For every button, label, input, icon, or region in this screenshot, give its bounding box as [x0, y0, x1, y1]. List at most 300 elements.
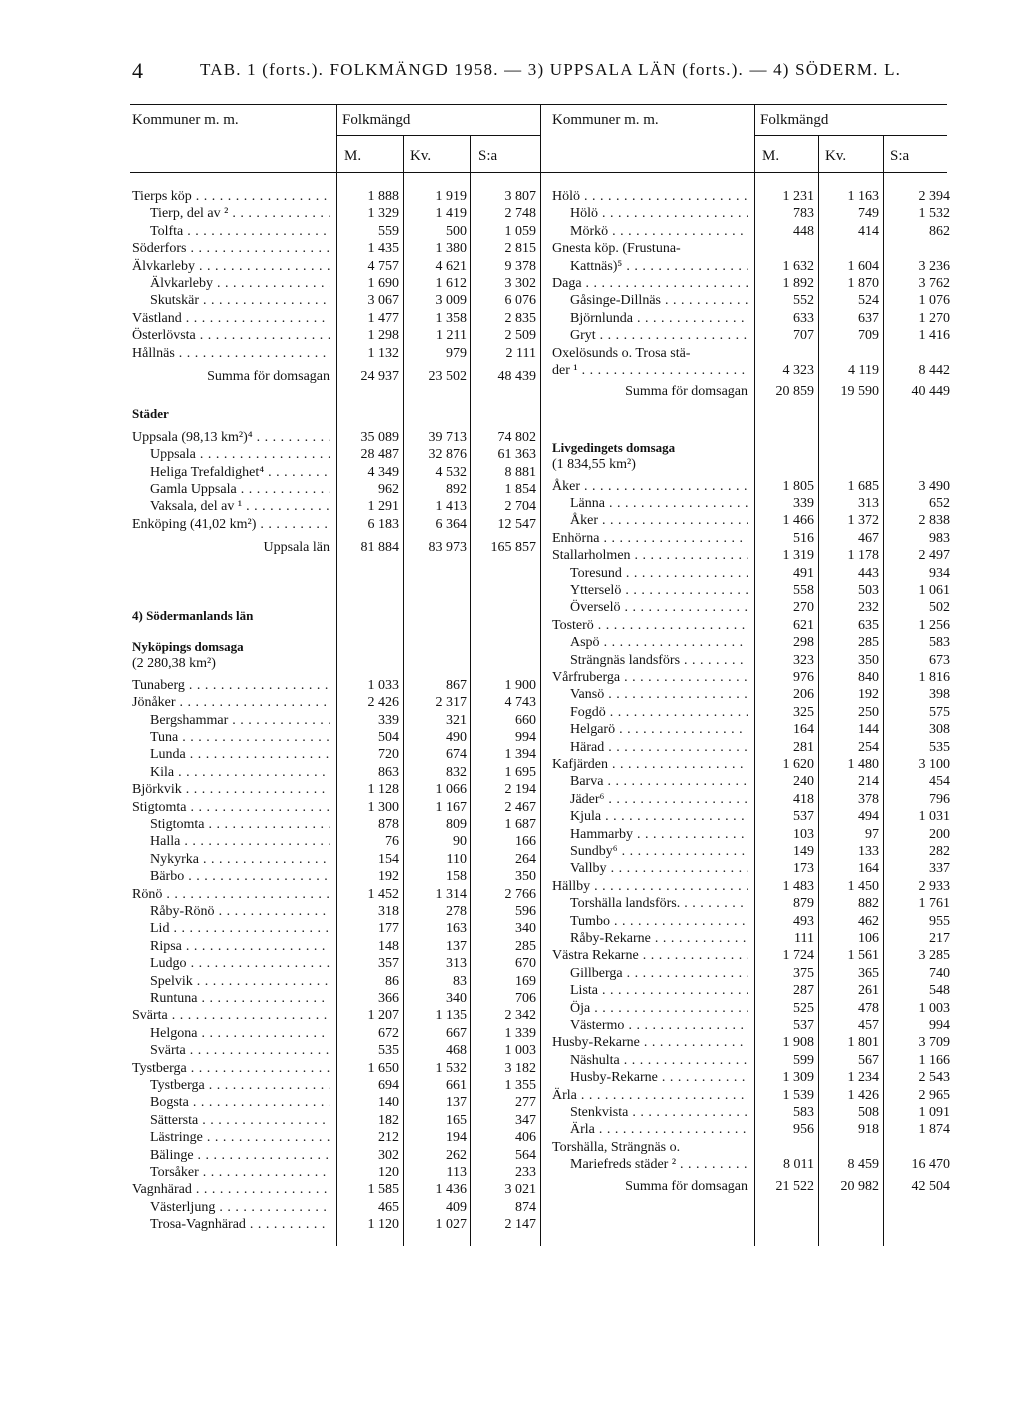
cell-m: 1 539 [782, 1087, 814, 1103]
cell-kv: 809 [446, 817, 467, 832]
cell-sa: 1 003 [918, 1000, 950, 1016]
cell-sa: 502 [929, 600, 950, 616]
row-label: Vagnhärad . . . [132, 1181, 330, 1199]
cell-m: 76 [385, 834, 399, 850]
cell-m: 21 522 [775, 1178, 814, 1194]
table-row [552, 362, 954, 380]
table-row [132, 729, 540, 747]
cell-m: 956 [793, 1122, 814, 1138]
row-label: Söderfors . . . [132, 240, 330, 258]
cell-sa: 165 857 [490, 540, 536, 556]
table-row [552, 478, 954, 496]
row-label: Svärta . . . [132, 1007, 330, 1025]
table-row [552, 292, 954, 310]
cell-sa: 1 061 [918, 583, 950, 598]
cell-kv: 4 621 [435, 258, 467, 274]
cell-kv: 254 [858, 739, 879, 755]
row-label: (2 280,38 km²) [132, 656, 216, 672]
cell-kv: 667 [446, 1025, 467, 1041]
cell-kv: 250 [858, 704, 879, 720]
cell-sa: 1 003 [504, 1043, 536, 1059]
cell-sa: 1 416 [918, 328, 950, 344]
cell-kv: 1 801 [847, 1035, 879, 1051]
cell-sa: 934 [929, 565, 950, 581]
cell-sa: 2 497 [918, 548, 950, 564]
cell-kv: 467 [858, 530, 879, 546]
cell-sa: 1 874 [918, 1122, 950, 1138]
cell-kv: 106 [858, 931, 879, 946]
cell-sa: 2 815 [504, 241, 536, 257]
table-row [552, 791, 954, 809]
cell-m: 720 [378, 747, 399, 763]
cell-kv: 20 982 [840, 1178, 879, 1194]
cell-sa: 16 470 [911, 1157, 950, 1173]
cell-sa: 1 059 [504, 223, 536, 239]
row-label: Ytterselö . . . [570, 582, 748, 600]
row-label: Hölö . . . [570, 205, 748, 223]
row-label: Österlövsta . . . [132, 327, 330, 345]
cell-m: 516 [793, 530, 814, 546]
cell-m: 558 [793, 583, 814, 598]
cell-sa: 1 695 [504, 764, 536, 780]
table-row [552, 1052, 954, 1070]
row-label: Rönö . . . [132, 886, 330, 904]
cell-m: 1 690 [367, 276, 399, 291]
row-label: Åker . . . [570, 512, 748, 530]
cell-sa: 40 449 [911, 384, 950, 400]
row-label: Råby-Rönö . . . [150, 903, 330, 921]
row-label: Daga . . . [552, 275, 748, 293]
row-label: Kjula . . . [570, 808, 748, 826]
cell-sa: 673 [929, 652, 950, 668]
cell-sa: 6 076 [504, 293, 536, 309]
table-row [132, 1060, 540, 1078]
cell-m: 583 [793, 1105, 814, 1120]
table-row [552, 965, 954, 983]
cell-sa: 955 [929, 913, 950, 929]
row-label: Vaksala, del av ¹ . . . [150, 498, 330, 516]
cell-m: 287 [793, 983, 814, 999]
table-row [552, 310, 954, 328]
cell-m: 318 [378, 904, 399, 919]
cell-m: 1 585 [367, 1182, 399, 1198]
cell-m: 694 [378, 1078, 399, 1093]
header-kommuner-right: Kommuner m. m. [552, 112, 659, 128]
row-label: der ¹ . . . [552, 362, 748, 380]
cell-sa: 2 933 [918, 878, 950, 894]
row-label: Jönåker . . . [132, 694, 330, 712]
cell-m: 491 [793, 565, 814, 581]
cell-kv: 840 [858, 670, 879, 685]
cell-sa: 2 543 [918, 1070, 950, 1086]
row-label: Torsåker . . . [150, 1164, 330, 1182]
cell-kv: 19 590 [840, 384, 879, 400]
row-label: Lid . . . [150, 920, 330, 938]
cell-sa: 74 802 [497, 429, 536, 445]
cell-m: 1 300 [367, 799, 399, 815]
table-row [132, 1094, 540, 1112]
row-label: Kila . . . [150, 764, 330, 782]
cell-sa: 706 [515, 991, 536, 1006]
row-label: Hällby . . . [552, 878, 748, 896]
cell-sa: 1 270 [918, 310, 950, 326]
header-folkmangd-left: Folkmängd [342, 112, 411, 128]
page-number: 4 [132, 58, 143, 83]
row-label: Lunda . . . [150, 746, 330, 764]
cell-kv: 23 502 [428, 369, 467, 384]
row-label: Fogdö . . . [570, 704, 748, 722]
header-sa-left: S:a [478, 148, 498, 164]
cell-kv: 133 [858, 844, 879, 859]
cell-m: 418 [793, 791, 814, 807]
cell-m: 6 183 [367, 516, 399, 532]
cell-sa: 994 [929, 1018, 950, 1033]
cell-m: 878 [378, 817, 399, 832]
row-label: Aspö . . . [570, 634, 748, 652]
cell-kv: 278 [446, 904, 467, 919]
cell-sa: 200 [929, 826, 950, 842]
row-label: Spelvik . . . [150, 973, 330, 991]
cell-kv: 163 [446, 921, 467, 937]
row-label: Enköping (41,02 km²) . . . [132, 516, 330, 534]
row-label: Kattnäs)⁵ . . . [570, 258, 748, 276]
table-row [132, 677, 540, 695]
cell-m: 270 [793, 600, 814, 616]
table-row [552, 895, 954, 913]
row-label: Halla . . . [150, 833, 330, 851]
cell-kv: 165 [446, 1112, 467, 1128]
row-label: Gillberga . . . [570, 965, 748, 983]
table-row [132, 694, 540, 712]
row-label: Nykyrka . . . [150, 851, 330, 869]
cell-m: 8 011 [783, 1157, 814, 1173]
row-label: Torshälla, Strängnäs o. [552, 1139, 681, 1155]
cell-kv: 1 066 [435, 782, 467, 798]
cell-kv: 194 [446, 1130, 467, 1146]
cell-kv: 6 364 [435, 516, 467, 532]
row-label: Gåsinge-Dillnäs . . . [570, 292, 748, 310]
cell-sa: 3 762 [918, 276, 950, 291]
cell-sa: 564 [515, 1147, 536, 1163]
cell-m: 192 [378, 869, 399, 885]
table-row [132, 429, 540, 447]
cell-kv: 1 234 [847, 1070, 879, 1086]
cell-m: 599 [793, 1052, 814, 1068]
cell-sa: 2 965 [918, 1087, 950, 1103]
table-row [132, 464, 540, 482]
table-row [132, 938, 540, 956]
cell-m: 448 [793, 223, 814, 239]
cell-sa: 1 166 [918, 1052, 950, 1068]
cell-m: 24 937 [360, 369, 399, 384]
table-row [552, 439, 954, 457]
table-row [552, 1178, 954, 1196]
cell-kv: 414 [858, 223, 879, 239]
cell-sa: 660 [515, 712, 536, 728]
cell-sa: 575 [929, 704, 950, 720]
cell-kv: 1 532 [435, 1060, 467, 1076]
table-row [132, 368, 540, 386]
cell-m: 1 650 [367, 1060, 399, 1076]
table-row [552, 913, 954, 931]
row-label: Tumbo . . . [570, 913, 748, 931]
table-row [132, 851, 540, 869]
header-kommuner-left: Kommuner m. m. [132, 112, 239, 128]
table-row [132, 1199, 540, 1217]
cell-kv: 32 876 [428, 447, 467, 463]
cell-m: 86 [385, 973, 399, 989]
cell-kv: 262 [446, 1147, 467, 1163]
table-row [132, 990, 540, 1008]
cell-kv: 39 713 [428, 429, 467, 445]
table-row [552, 1069, 954, 1087]
cell-kv: 158 [446, 869, 467, 885]
header-sa-right: S:a [890, 148, 910, 164]
cell-sa: 169 [515, 973, 536, 989]
cell-sa: 740 [929, 965, 950, 981]
row-label: Husby-Rekarne . . . [552, 1034, 748, 1052]
cell-kv: 867 [446, 677, 467, 693]
cell-kv: 1 419 [435, 206, 467, 222]
row-label: Strängnäs landsförs . . . [570, 652, 748, 670]
cell-kv: 1 480 [847, 757, 879, 772]
cell-m: 298 [793, 635, 814, 651]
table-row [552, 240, 954, 258]
cell-sa: 2 194 [504, 782, 536, 798]
row-label: Kafjärden . . . [552, 756, 748, 774]
cell-kv: 882 [858, 896, 879, 912]
table-row [552, 1139, 954, 1157]
cell-m: 672 [378, 1025, 399, 1041]
cell-m: 1 132 [367, 345, 399, 361]
row-label: Lästringe . . . [150, 1129, 330, 1147]
cell-sa: 1 076 [918, 293, 950, 309]
table-row [552, 258, 954, 276]
cell-m: 1 033 [367, 677, 399, 693]
row-label: Mörkö . . . [570, 223, 748, 241]
cell-kv: 637 [858, 310, 879, 326]
table-row [132, 539, 540, 557]
cell-kv: 313 [858, 496, 879, 511]
cell-sa: 596 [515, 904, 536, 919]
cell-kv: 1 426 [847, 1087, 879, 1103]
row-label: Öja . . . [570, 1000, 748, 1018]
cell-m: 621 [793, 617, 814, 633]
cell-sa: 340 [515, 921, 536, 937]
table-row [552, 860, 954, 878]
cell-sa: 347 [515, 1112, 536, 1128]
table-row [552, 223, 954, 241]
table-row [132, 903, 540, 921]
cell-sa: 2 704 [504, 499, 536, 515]
table-row [132, 920, 540, 938]
row-label: Stigtomta . . . [132, 799, 330, 817]
table-row [552, 756, 954, 774]
cell-kv: 494 [858, 809, 879, 825]
cell-sa: 670 [515, 956, 536, 972]
row-label: Överselö . . . [570, 599, 748, 617]
cell-m: 140 [378, 1095, 399, 1111]
cell-kv: 232 [858, 600, 879, 616]
cell-kv: 1 561 [847, 948, 879, 964]
table-row [552, 275, 954, 293]
row-label: Västra Rekarne . . . [552, 947, 748, 965]
table-row [552, 878, 954, 896]
cell-m: 1 892 [782, 276, 814, 291]
cell-sa: 2 838 [918, 513, 950, 529]
cell-m: 103 [793, 826, 814, 842]
row-label: Tuna . . . [150, 729, 330, 747]
row-label: Västland . . . [132, 310, 330, 328]
header-kv-right: Kv. [825, 148, 847, 164]
cell-m: 1 452 [367, 886, 399, 902]
cell-kv: 468 [446, 1043, 467, 1059]
cell-kv: 2 317 [435, 695, 467, 711]
row-label: Ärla . . . [570, 1121, 748, 1139]
cell-sa: 2 509 [504, 328, 536, 344]
row-label: Mariefreds städer ² . . . [570, 1156, 748, 1174]
cell-m: 525 [793, 1000, 814, 1016]
header-bottom-rule [130, 172, 947, 173]
cell-sa: 398 [929, 687, 950, 703]
table-row [132, 405, 540, 423]
cell-kv: 321 [446, 712, 467, 728]
cell-kv: 832 [446, 764, 467, 780]
cell-kv: 164 [858, 861, 879, 877]
row-label: Sundby⁶ . . . [570, 843, 748, 861]
table-row [552, 547, 954, 565]
row-label: Enhörna . . . [552, 530, 748, 548]
cell-m: 1 888 [367, 189, 399, 204]
row-label: Bogsta . . . [150, 1094, 330, 1112]
table-row [132, 1077, 540, 1095]
cell-kv: 409 [446, 1199, 467, 1215]
table-row [132, 712, 540, 730]
row-label: Tierp, del av ² . . . [150, 205, 330, 223]
header-kv-left: Kv. [410, 148, 432, 164]
cell-sa: 285 [515, 938, 536, 954]
cell-m: 206 [793, 687, 814, 703]
row-label: Svärta . . . [150, 1042, 330, 1060]
table-row [552, 345, 954, 363]
cell-m: 35 089 [360, 429, 399, 445]
cell-m: 1 291 [367, 499, 399, 515]
table-row [132, 275, 540, 293]
table-row [132, 516, 540, 534]
row-label: Tunaberg . . . [132, 677, 330, 695]
cell-sa: 2 766 [504, 886, 536, 902]
cell-sa: 3 285 [918, 948, 950, 964]
cell-m: 879 [793, 896, 814, 912]
cell-kv: 261 [858, 983, 879, 999]
row-label: (1 834,55 km²) [552, 457, 636, 473]
cell-sa: 2 394 [918, 189, 950, 204]
cell-sa: 406 [515, 1130, 536, 1146]
table-row [552, 634, 954, 652]
cell-m: 325 [793, 704, 814, 720]
cell-sa: 548 [929, 983, 950, 999]
row-label: Ludgo . . . [150, 955, 330, 973]
cell-sa: 1 687 [504, 817, 536, 832]
row-label: Vårfruberga . . . [552, 669, 748, 687]
cell-m: 182 [378, 1112, 399, 1128]
cell-m: 148 [378, 938, 399, 954]
cell-sa: 983 [929, 530, 950, 546]
table-row [552, 188, 954, 206]
cell-m: 1 231 [782, 189, 814, 204]
row-label: Åker . . . [552, 478, 748, 496]
cell-sa: 3 236 [918, 258, 950, 274]
cell-m: 1 805 [782, 478, 814, 494]
cell-m: 1 435 [367, 241, 399, 257]
table-row [552, 599, 954, 617]
cell-kv: 350 [858, 652, 879, 668]
cell-sa: 12 547 [497, 516, 536, 532]
cell-kv: 709 [858, 328, 879, 344]
cell-m: 212 [378, 1130, 399, 1146]
row-label: 4) Södermanlands län [132, 607, 254, 623]
cell-sa: 308 [929, 722, 950, 738]
row-label: Summa för domsagan [625, 1178, 748, 1194]
cell-m: 173 [793, 861, 814, 877]
cell-kv: 462 [858, 913, 879, 929]
table-row [132, 655, 540, 673]
cell-m: 357 [378, 956, 399, 972]
cell-kv: 285 [858, 635, 879, 651]
cell-sa: 583 [929, 635, 950, 651]
table-row [132, 607, 540, 625]
cell-m: 1 466 [782, 513, 814, 529]
row-label: Barva . . . [570, 773, 748, 791]
row-label: Helgarö . . . [570, 721, 748, 739]
cell-sa: 217 [929, 931, 950, 946]
cell-sa: 1 761 [918, 896, 950, 912]
row-label: Heliga Trefaldighet⁴ . . . [150, 464, 330, 482]
cell-sa: 282 [929, 844, 950, 859]
cell-m: 976 [793, 670, 814, 685]
row-label: Björnlunda . . . [570, 310, 748, 328]
cell-kv: 1 450 [847, 878, 879, 894]
header-m-right: M. [762, 148, 780, 164]
page-title: TAB. 1 (forts.). FOLKMÄNGD 1958. — 3) UPPSALA LÄN (forts.). — 4) SÖDERM. L. [200, 60, 902, 79]
cell-kv: 1 380 [435, 241, 467, 257]
table-row [132, 310, 540, 328]
cell-m: 281 [793, 739, 814, 755]
cell-kv: 1 178 [847, 548, 879, 564]
cell-kv: 1 372 [847, 513, 879, 529]
cell-kv: 83 [453, 973, 467, 989]
cell-sa: 2 111 [505, 345, 536, 361]
cell-kv: 1 604 [847, 258, 879, 274]
cell-kv: 8 459 [847, 1157, 879, 1173]
cell-sa: 796 [929, 791, 950, 807]
cell-sa: 1 091 [918, 1105, 950, 1120]
table-row [132, 1129, 540, 1147]
table-row [552, 1017, 954, 1035]
cell-m: 120 [378, 1165, 399, 1180]
cell-kv: 1 027 [435, 1217, 467, 1233]
cell-sa: 1 532 [918, 206, 950, 222]
table-row [552, 205, 954, 223]
table-row [132, 223, 540, 241]
cell-sa: 8 881 [504, 464, 536, 480]
cell-sa: 454 [929, 774, 950, 790]
row-label: Västermo . . . [570, 1017, 748, 1035]
cell-kv: 1 211 [436, 328, 467, 344]
cell-sa: 3 100 [918, 757, 950, 772]
table-row [552, 383, 954, 401]
table-row [132, 955, 540, 973]
